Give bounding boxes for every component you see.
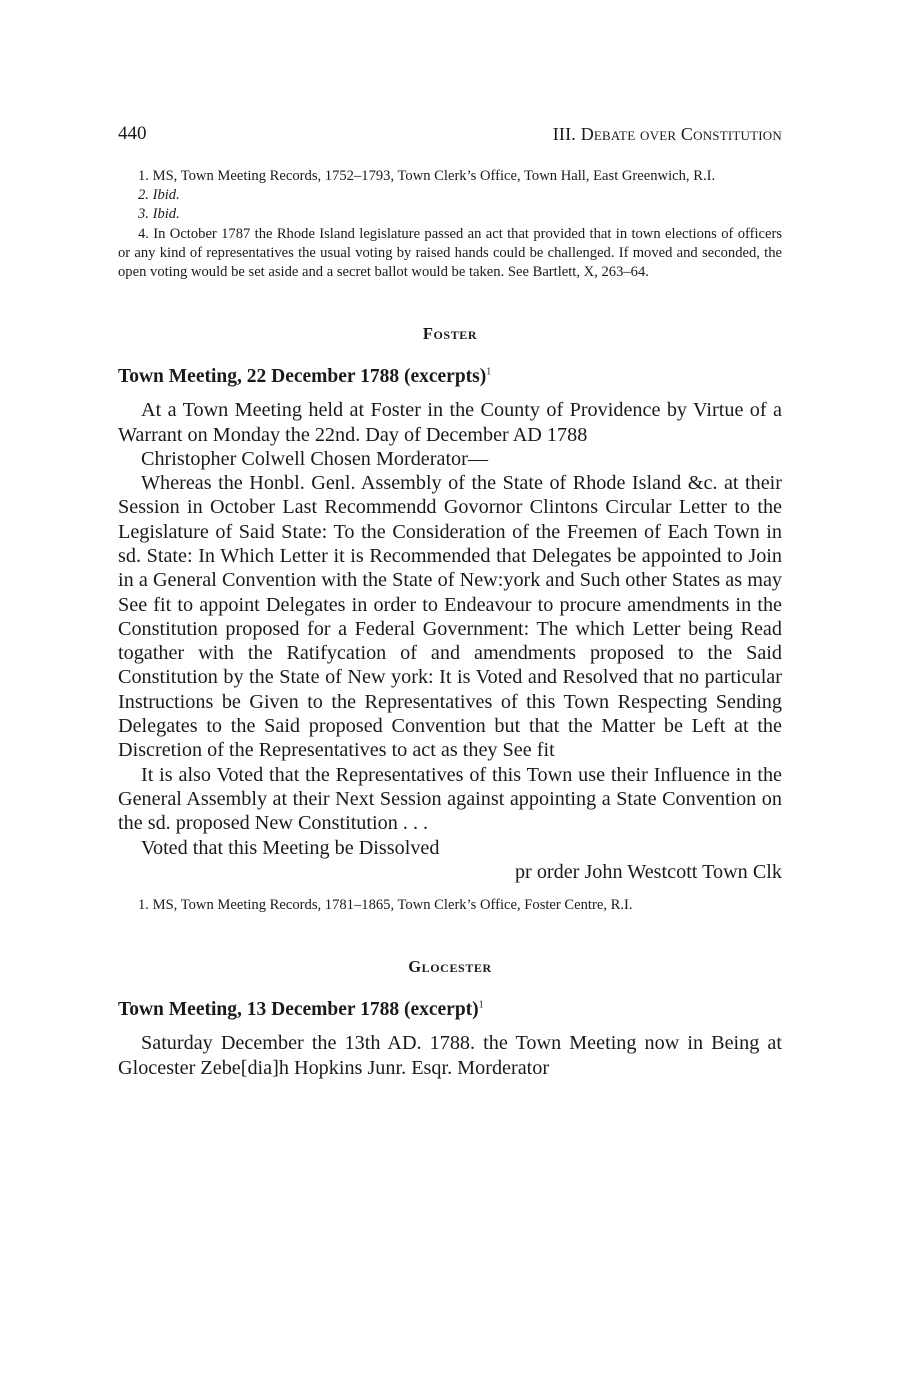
section-heading-foster: Foster — [422, 324, 478, 344]
document-title-glocester: Town Meeting, 13 December 1788 (excerpt)$^1$ — [118, 999, 484, 1021]
foster-signoff: pr order John Westcott Town Clk — [514, 860, 782, 883]
running-title: III. Debate over Constitution — [552, 124, 782, 144]
footnote-marker: 1 — [478, 999, 484, 1011]
top-note-1: 1. MS, Town Meeting Records, 1752–1793, Town Clerk’s Office, Town Hall, East Greenwich, R.I. — [138, 168, 716, 184]
foster-paragraph-2: Christopher Colwell Chosen Morderator— — [141, 447, 489, 470]
foster-footnote: 1. MS, Town Meeting Records, 1781–1865, Town Clerk’s Office, Foster Centre, R.I. — [138, 897, 633, 914]
running-head — [118, 122, 782, 146]
page-number: 440 — [118, 123, 147, 144]
top-notes — [118, 167, 782, 282]
foster-paragraph-5: Voted that this Meeting be Dissolved — [141, 836, 440, 859]
footnote-marker: 1 — [486, 366, 492, 378]
section-heading-glocester: Glocester — [408, 957, 492, 977]
foster-text — [118, 398, 782, 884]
top-note-3: 3. Ibid. — [138, 206, 180, 223]
document-title-foster: Town Meeting, 22 December 1788 (excerpts)$^1$ — [118, 366, 492, 388]
foster-paragraph-3: Whereas the Honbl. Genl. Assembly of the State of Rhode Island &c. at their Session in October Last Recommendd Govornor Clintons Circular Letter to the Legislature of Said State: To the Consideration of the Freemen of Each Town in sd. State: In Which Letter it is Recommended that Delegates be appointed to Join in a General Convention with the State of New:york and Such other States as may See fit to appoint Delegates in order to Endeavour to procure amendments in the Constitution proposed for a Federal Government: The which Letter being Read togather with the Ratifycation of and amendments proposed to the Said Constitution by the State of New york: It is Voted and Resolved that no particular Instructions be Given to the Representatives of this Town Respecting Sending Delegates to the Said proposed Convention but that the Matter be Left at the Discretion of the Representatives to act as they See fit — [118, 472, 782, 762]
top-note-2: 2. Ibid. — [138, 187, 180, 204]
foster-paragraph-1: At a Town Meeting held at Foster in the County of Providence by Virtue of a Warrant on Monday the 22nd. Day of December AD 1788 — [118, 399, 782, 446]
glocester-paragraph-1: Saturday December the 13th AD. 1788. the Town Meeting now in Being at Glocester Zebe[dia]h Hopkins Junr. Esqr. Morderator — [118, 1032, 782, 1079]
top-note-4: 4. In October 1787 the Rhode Island legislature passed an act that provided that in town elections of officers or any kind of representatives the usual voting by raised hands could be challenged. If moved and seconded, the open voting would be set aside and a secret ballot would be taken. See Bartlett, X, 263–64. — [118, 225, 782, 281]
foster-paragraph-4: It is also Voted that the Representatives of this Town use their Influence in the General Assembly at their Next Session against appointing a State Convention on the sd. proposed New Constitution . . . — [118, 763, 782, 835]
book-page — [118, 122, 782, 1080]
